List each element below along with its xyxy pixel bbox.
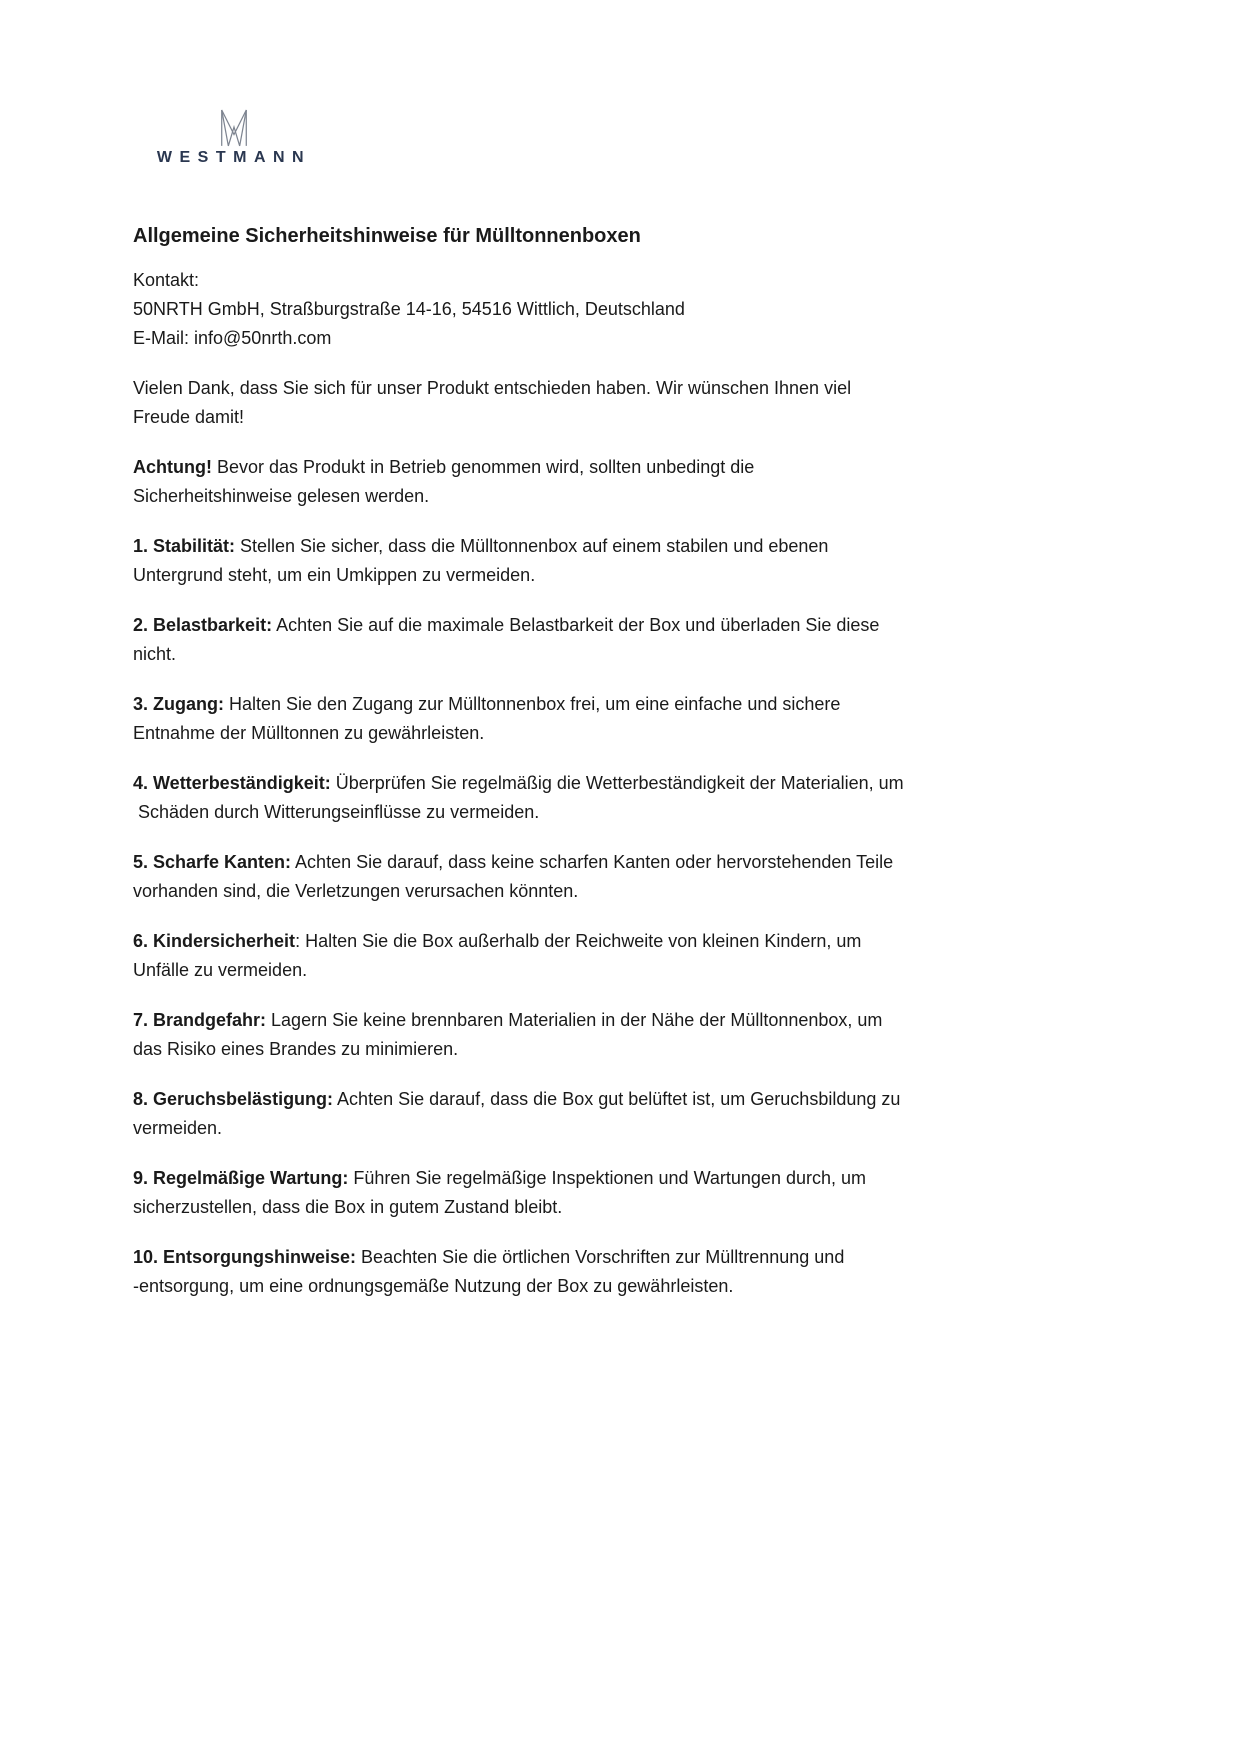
contact-address: 50NRTH GmbH, Straßburgstraße 14-16, 54516 Wittlich, Deutschland	[133, 299, 685, 319]
item-label: 4. Wetterbeständigkeit:	[133, 773, 331, 793]
item-line	[133, 927, 1160, 956]
item-text: Überprüfen Sie regelmäßig die Wetterbeständigkeit der Materialien, um	[330, 773, 904, 793]
intro-paragraph	[133, 374, 1160, 432]
warning-paragraph	[133, 453, 1160, 511]
item-label: 6. Kindersicherheit	[133, 931, 296, 951]
item-line	[133, 1164, 1160, 1193]
item-text: Achten Sie auf die maximale Belastbarkeit der Box und überladen Sie diese	[272, 615, 880, 635]
safety-item-2	[133, 611, 1160, 669]
westmann-monogram-icon	[217, 106, 251, 148]
item-line	[133, 611, 1160, 640]
item-label: 9. Regelmäßige Wartung:	[133, 1168, 349, 1188]
warning-label: Achtung!	[133, 457, 212, 477]
safety-item-7	[133, 1006, 1160, 1064]
item-line: Untergrund steht, um ein Umkippen zu vermeiden.	[133, 565, 536, 585]
safety-item-4	[133, 769, 1160, 827]
item-label: 2. Belastbarkeit:	[133, 615, 273, 635]
item-label: 7. Brandgefahr:	[133, 1010, 267, 1030]
item-text: Beachten Sie die örtlichen Vorschriften zur Mülltrennung und	[356, 1247, 845, 1267]
item-text: : Halten Sie die Box außerhalb der Reichweite von kleinen Kindern, um	[295, 931, 862, 951]
brand-wordmark: WESTMANN	[156, 149, 312, 166]
item-text: Achten Sie darauf, dass die Box gut belüftet ist, um Geruchsbildung zu	[333, 1089, 901, 1109]
item-line: vorhanden sind, die Verletzungen verursachen könnten.	[133, 881, 579, 901]
warning-line	[133, 453, 1160, 482]
intro-line: Vielen Dank, dass Sie sich für unser Produkt entschieden haben. Wir wünschen Ihnen viel	[133, 378, 852, 398]
item-label: 8. Geruchsbelästigung:	[133, 1089, 334, 1109]
warning-line: Sicherheitshinweise gelesen werden.	[133, 486, 430, 506]
item-line: Unfälle zu vermeiden.	[133, 960, 308, 980]
item-line	[133, 1085, 1160, 1114]
item-text: Halten Sie den Zugang zur Mülltonnenbox frei, um eine einfache und sichere	[224, 694, 841, 714]
item-line: sicherzustellen, dass die Box in gutem Zustand bleibt.	[133, 1197, 563, 1217]
contact-block	[133, 266, 1160, 353]
item-line	[133, 1243, 1160, 1272]
brand-logo	[156, 0, 312, 167]
item-line	[133, 1006, 1160, 1035]
item-line: das Risiko eines Brandes zu minimieren.	[133, 1039, 459, 1059]
safety-item-10	[133, 1243, 1160, 1301]
item-line: nicht.	[133, 644, 177, 664]
item-label: 10. Entsorgungshinweise:	[133, 1247, 357, 1267]
contact-email: E-Mail: info@50nrth.com	[133, 328, 332, 348]
safety-item-8	[133, 1085, 1160, 1143]
item-text: Achten Sie darauf, dass keine scharfen Kanten oder hervorstehenden Teile	[291, 852, 894, 872]
safety-item-3	[133, 690, 1160, 748]
item-line: Entnahme der Mülltonnen zu gewährleisten.	[133, 723, 485, 743]
item-line: vermeiden.	[133, 1118, 223, 1138]
item-line: -entsorgung, um eine ordnungsgemäße Nutzung der Box zu gewährleisten.	[133, 1276, 734, 1296]
warning-text: Bevor das Produkt in Betrieb genommen wird, sollten unbedingt die	[211, 457, 755, 477]
item-label: 1. Stabilität:	[133, 536, 236, 556]
item-label: 3. Zugang:	[133, 694, 224, 714]
item-text: Lagern Sie keine brennbaren Materialien in der Nähe der Mülltonnenbox, um	[266, 1010, 883, 1030]
document-content	[133, 223, 1160, 1301]
item-text: Führen Sie regelmäßige Inspektionen und Wartungen durch, um	[348, 1168, 866, 1188]
page-title: Allgemeine Sicherheitshinweise für Mülltonnenboxen	[133, 225, 641, 247]
contact-label: Kontakt:	[133, 270, 200, 290]
item-line	[133, 690, 1160, 719]
safety-item-9	[133, 1164, 1160, 1222]
safety-item-1	[133, 532, 1160, 590]
item-line	[133, 848, 1160, 877]
item-line: Schäden durch Witterungseinflüsse zu vermeiden.	[133, 802, 540, 822]
item-text: Stellen Sie sicher, dass die Mülltonnenbox auf einem stabilen und ebenen	[235, 536, 829, 556]
item-line	[133, 769, 1160, 798]
safety-item-5	[133, 848, 1160, 906]
safety-item-6	[133, 927, 1160, 985]
item-line	[133, 532, 1160, 561]
intro-line: Freude damit!	[133, 407, 245, 427]
item-label: 5. Scharfe Kanten:	[133, 852, 292, 872]
